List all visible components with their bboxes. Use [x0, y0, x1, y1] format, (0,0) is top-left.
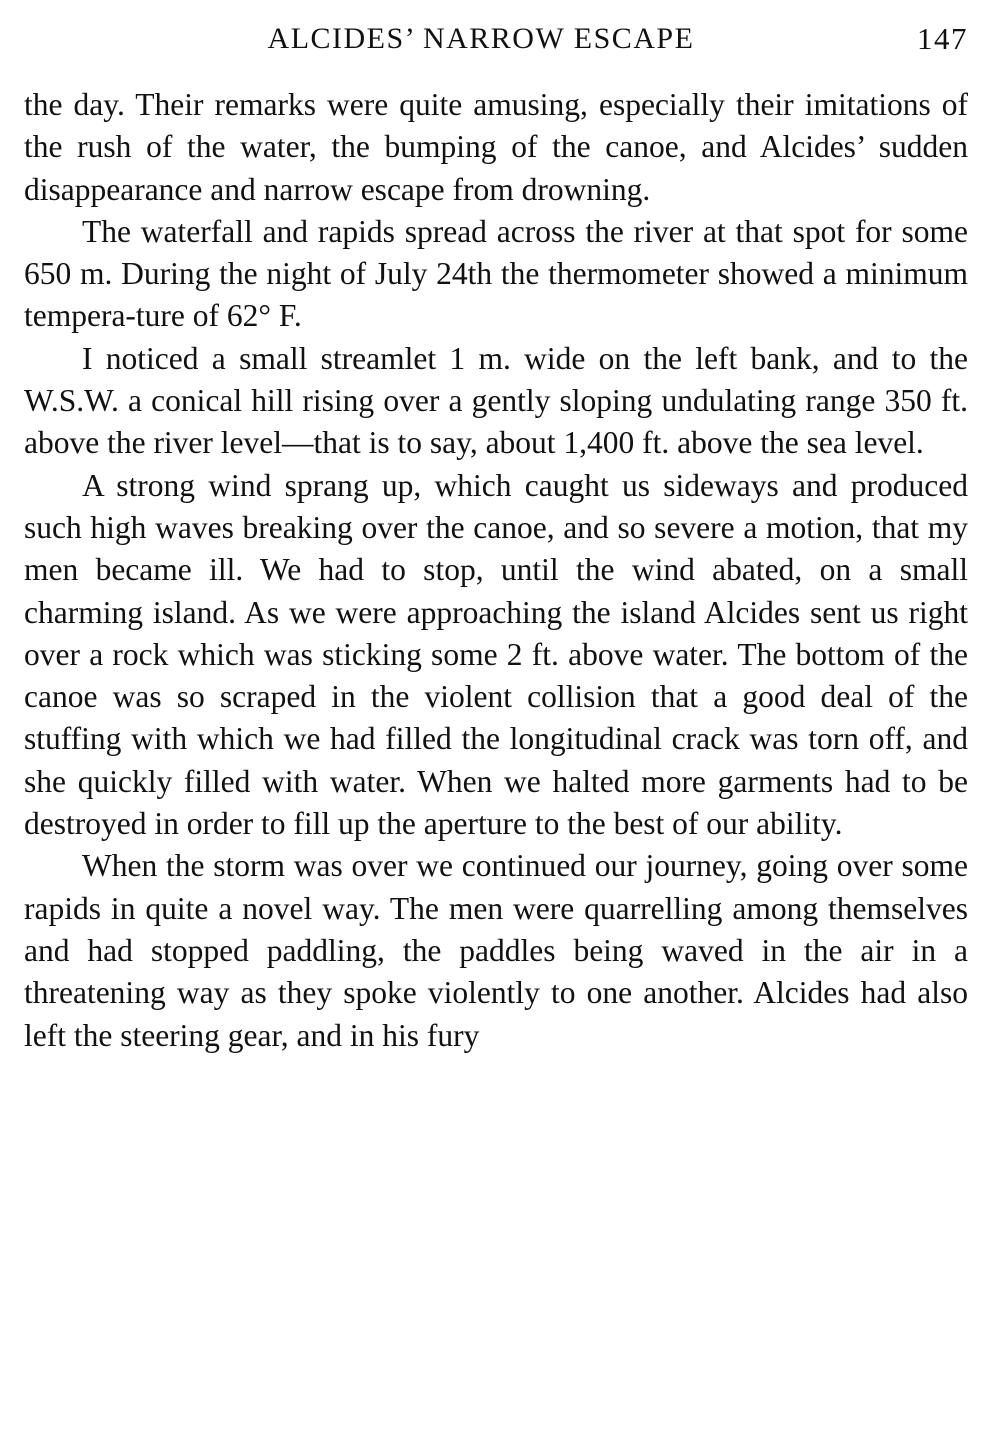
book-page	[24, 14, 968, 1057]
paragraph: I noticed a small streamlet 1 m. wide on the left bank, and to the W.S.W. a conical hill rising over a gently sloping undulating range 350 ft. above the river level—that is to say, about 1,400 ft. above the sea level.	[24, 340, 968, 461]
paragraph: The waterfall and rapids spread across the river at that spot for some 650 m. During the night of July 24th the thermometer showed a minimum tempera-ture of 62° F.	[24, 213, 968, 334]
paragraph: the day. Their remarks were quite amusing, especially their imitations of the rush of the water, the bumping of the canoe, and Alcides’ sudden disappearance and narrow escape from drowning.	[24, 87, 968, 207]
running-header	[24, 14, 968, 64]
body-text	[24, 84, 968, 1057]
paragraph: A strong wind sprang up, which caught us sideways and produced such high waves breaking over the canoe, and so severe a motion, that my men became ill. We had to stop, until the wind abated, on a small charming island. As we were approaching the island Alcides sent us right over a rock which was sticking some 2 ft. above water. The bottom of the canoe was so scraped in the violent collision that a good deal of the stuffing with which we had filled the longitudinal crack was torn off, and she quickly filled with water. When we halted more garments had to be destroyed in order to fill up the aperture to the best of our ability.	[24, 467, 968, 842]
paragraph: When the storm was over we continued our journey, going over some rapids in quite a novel way. The men were quarrelling among themselves and had stopped paddling, the paddles being waved in the air in a threatening way as they spoke violently to one another. Alcides had also left the steering gear, and in his fury	[24, 848, 968, 1053]
running-title: ALCIDES’ NARROW ESCAPE	[267, 22, 695, 55]
page-number: 147	[917, 21, 968, 56]
